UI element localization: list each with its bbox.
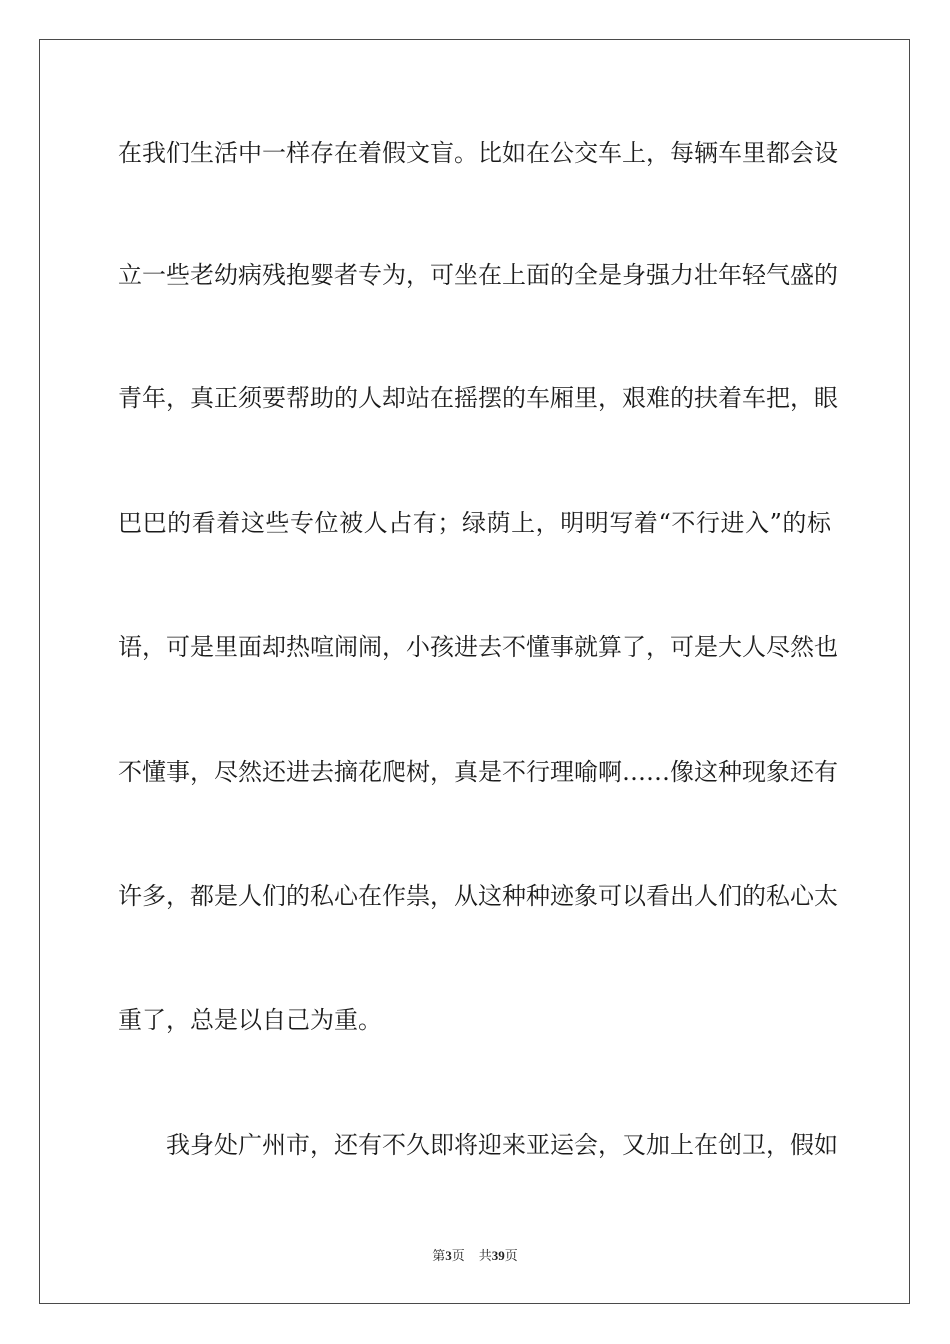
body-line-3: 青年，真正须要帮助的人却站在摇摆的车厢里，艰难的扶着车把，眼: [118, 384, 838, 412]
footer-page-total: 39: [491, 1248, 505, 1263]
body-line-5: 语，可是里面却热喧闹闹，小孩进去不懂事就算了，可是大人尽然也: [118, 633, 838, 661]
body-line-8: 重了，总是以自己为重。: [118, 1006, 382, 1034]
page-border: [39, 39, 910, 1304]
footer-total-prefix: 共: [478, 1248, 492, 1263]
body-line-9: 我身处广州市，还有不久即将迎来亚运会，又加上在创卫，假如: [166, 1131, 838, 1159]
body-line-1: 在我们生活中一样存在着假文盲。比如在公交车上，每辆车里都会设: [118, 139, 838, 167]
footer-page-prefix: 第: [432, 1248, 446, 1263]
body-line-2: 立一些老幼病残抱婴者专为，可坐在上面的全是身强力壮年轻气盛的: [118, 261, 838, 289]
footer-page-current: 3: [445, 1248, 452, 1263]
page-footer: [0, 1247, 950, 1265]
footer-page-suffix: 页: [451, 1248, 465, 1263]
body-line-4: 巴巴的看着这些专位被人占有；绿荫上，明明写着“不行进入”的标: [118, 509, 831, 537]
body-line-6: 不懂事，尽然还进去摘花爬树，真是不行理喻啊……像这种现象还有: [118, 758, 838, 786]
footer-total-suffix: 页: [504, 1248, 518, 1263]
body-line-7: 许多，都是人们的私心在作祟，从这种种迹象可以看出人们的私心太: [118, 882, 838, 910]
